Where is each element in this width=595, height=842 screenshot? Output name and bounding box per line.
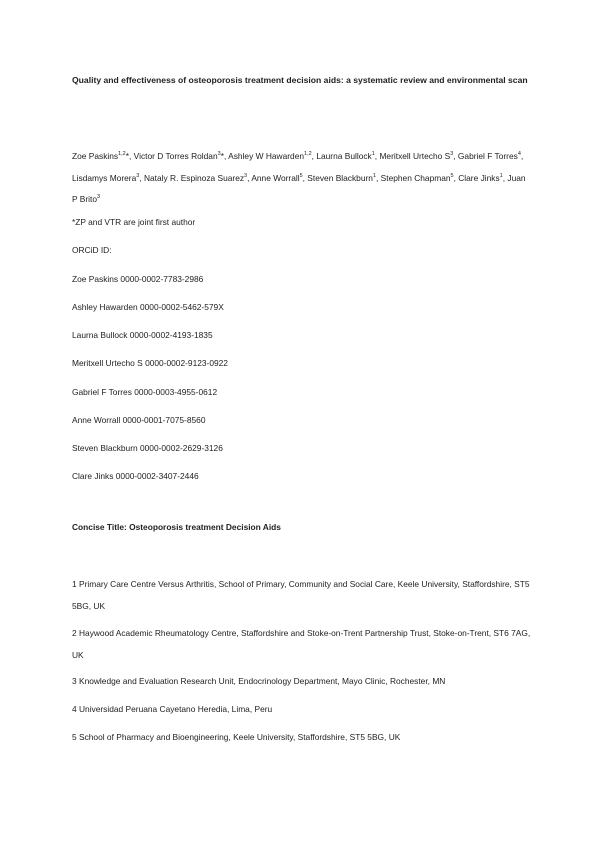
author: Steven Blackburn$^1$, [307, 172, 381, 183]
orcid-entry: Clare Jinks 0000-0002-3407-2446 [72, 471, 199, 481]
author: Juan P Brito$^3$ [72, 172, 526, 204]
joint-first-author-note: *ZP and VTR are joint first author [72, 217, 196, 227]
orcid-entry: Anne Worrall 0000-0001-7075-8560 [72, 415, 206, 425]
orcid-entry: Ashley Hawarden 0000-0002-5462-579X [72, 302, 224, 312]
concise-title: Concise Title: Osteoporosis treatment Decision Aids [72, 522, 281, 532]
affiliation: 2 Haywood Academic Rheumatology Centre, Staffordshire and Stoke-on-Trent Partnership Trust, Stoke-on-Trent, ST6 7AG, UK [72, 628, 531, 660]
affiliation: 4 Universidad Peruana Cayetano Heredia, Lima, Peru [72, 704, 273, 714]
orcid-entry: Gabriel F Torres 0000-0003-4955-0612 [72, 387, 218, 397]
author: Nataly R. Espinoza Suarez$^3$, [143, 172, 252, 183]
author: Ashley W Hawarden$^{1,2}$, [228, 151, 317, 161]
author: Clare Jinks$^1$, [458, 172, 508, 183]
author: Anne Worrall$^5$, [251, 172, 308, 183]
affiliation: 1 Primary Care Centre Versus Arthritis, School of Primary, Community and Social Care, Keele University, Staffordshire, ST5 5BG, UK [72, 579, 530, 611]
paper-title: Quality and effectiveness of osteoporosis treatment decision aids: a systematic review and environmental scan [72, 75, 528, 85]
orcid-entry: Meritxell Urtecho S 0000-0002-9123-0922 [72, 358, 228, 368]
author: Laurna Bullock$^1$, [316, 151, 380, 161]
author: Gabriel F Torres$^4$, [457, 151, 524, 161]
author: Meritxell Urtecho $S^3$, [379, 151, 458, 161]
author-list [72, 146, 532, 211]
affiliation: 3 Knowledge and Evaluation Research Unit, Endocrinology Department, Mayo Clinic, Rochester, MN [72, 676, 446, 686]
author: Stephen Chapman$^5$, [380, 172, 459, 183]
orcid-entry: Steven Blackburn 0000-0002-2629-3126 [72, 443, 223, 453]
orcid-heading: ORCiD ID: [72, 245, 112, 255]
orcid-entry: Laurna Bullock 0000-0002-4193-1835 [72, 330, 213, 340]
author: Lisdamys Morera$^3$, [72, 172, 144, 183]
affiliation: 5 School of Pharmacy and Bioengineering, Keele University, Staffordshire, ST5 5BG, UK [72, 732, 401, 742]
orcid-entry: Zoe Paskins 0000-0002-7783-2986 [72, 274, 204, 284]
author: Victor D Torres Roldan$^3$*, [133, 151, 229, 161]
author: Zoe Paskins$^{1,2}$*, [72, 151, 134, 161]
